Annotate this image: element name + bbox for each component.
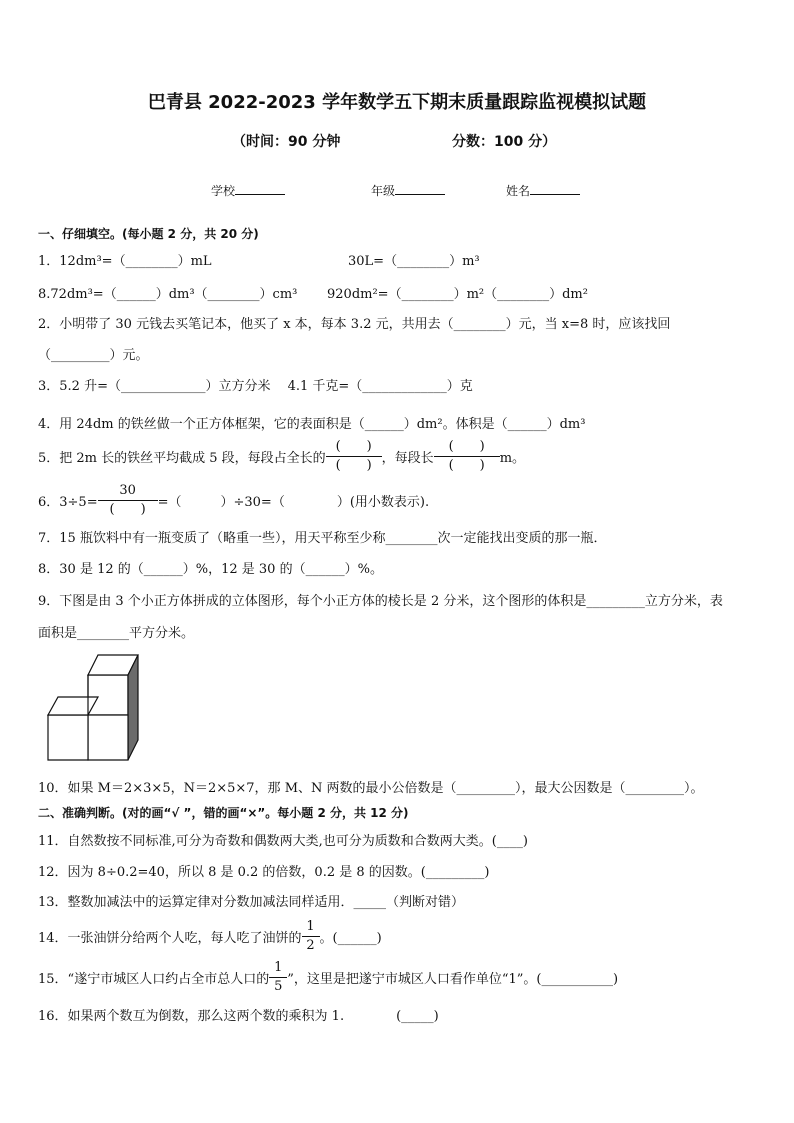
fraction-denominator: 2 <box>306 937 315 953</box>
question-5-text-end: m。 <box>499 450 526 466</box>
school-blank[interactable] <box>235 182 285 195</box>
question-5-fraction-2 <box>434 439 500 474</box>
fraction-bar <box>269 977 287 978</box>
fraction-bar <box>98 500 158 501</box>
question-15-fraction <box>269 960 287 995</box>
question-5 <box>38 436 525 476</box>
question-5-text: 5．把 2m 长的铁丝平均截成 5 段，每段占全长的 <box>38 450 326 466</box>
fraction-denominator: 5 <box>274 978 283 994</box>
school-field <box>211 182 285 199</box>
grade-label: 年级 <box>371 184 396 198</box>
fraction-bar <box>302 936 320 937</box>
section-1-heading: 一、仔细填空。(每小题 2 分，共 20 分) <box>38 227 259 241</box>
question-2-line-2: （_________）元。 <box>38 348 149 363</box>
question-9-line-1: 9．下图是由 3 个小正方体拼成的立体图形，每个小正方体的棱长是 2 分米，这个图形的体积是_________立方分米，表 <box>38 594 723 609</box>
fraction-numerator[interactable]: ( ) <box>448 438 485 454</box>
grade-blank[interactable] <box>395 182 445 195</box>
question-13: 13．整数加减法中的运算定律对分数加减法同样适用．_____（判断对错） <box>38 895 465 910</box>
cube-top-front <box>88 675 128 715</box>
school-label: 学校 <box>211 184 236 198</box>
fraction-numerator[interactable]: ( ) <box>335 438 372 454</box>
exam-title: 巴青县 2022-2023 学年数学五下期末质量跟踪监视模拟试题 <box>147 92 647 113</box>
question-9-line-2: 面积是________平方分米。 <box>38 626 195 641</box>
cube-bottom-right-front <box>88 715 128 760</box>
name-blank[interactable] <box>530 182 580 195</box>
name-field <box>506 182 580 199</box>
exam-time: （时间：90 分钟 <box>232 134 341 150</box>
question-1a: 1．12dm³=（________）mL <box>38 254 212 269</box>
fraction-numerator: 30 <box>119 482 136 498</box>
question-6-text: 6．3÷5= <box>38 494 98 510</box>
question-1c: 8.72dm³=（______）dm³（________）cm³ <box>38 287 298 302</box>
question-8: 8．30 是 12 的（______）%，12 是 30 的（______）%。 <box>38 562 383 577</box>
question-3: 3．5.2 升=（_____________）立方分米 4.1 千克=（_____________）克 <box>38 379 473 394</box>
question-5-text-mid: ，每段长 <box>381 450 434 466</box>
cube-right-side <box>128 655 138 760</box>
fraction-bar <box>434 456 500 457</box>
question-14 <box>38 916 382 956</box>
question-6 <box>38 480 429 520</box>
question-14-text: 14．一张油饼分给两个人吃，每人吃了油饼的 <box>38 930 302 946</box>
name-label: 姓名 <box>506 184 531 198</box>
question-12: 12．因为 8÷0.2=40，所以 8 是 0.2 的倍数，0.2 是 8 的因数。(_________) <box>38 865 490 880</box>
fraction-numerator: 1 <box>306 918 315 934</box>
question-14-fraction <box>302 919 320 954</box>
question-6-text-end: =（ ）÷30=（ ）(用小数表示). <box>157 494 430 510</box>
question-1d: 920dm²=（________）m²（________）dm² <box>327 287 588 302</box>
question-10: 10．如果 M＝2×3×5，N＝2×5×7，那 M、N 两数的最小公倍数是（_________），最大公因数是（_________）。 <box>38 781 704 796</box>
question-15-text-end: ”，这里是把遂宁市城区人口看作单位“1”。(___________) <box>287 971 619 987</box>
question-16: 16．如果两个数互为倒数，那么这两个数的乘积为 1. (_____) <box>38 1009 439 1024</box>
cube-figure <box>44 650 154 762</box>
question-6-fraction <box>98 483 158 518</box>
fraction-denominator[interactable]: ( ) <box>335 457 372 473</box>
cube-bottom-left-front <box>48 715 88 760</box>
grade-field <box>371 182 445 199</box>
question-4: 4．用 24dm 的铁丝做一个正方体框架，它的表面积是（______）dm²。体积是（______）dm³ <box>38 417 586 432</box>
section-2-heading: 二、准确判断。(对的画“√ ”，错的画“×”。每小题 2 分，共 12 分) <box>38 806 409 820</box>
question-15-text: 15．“遂宁市城区人口约占全市总人口的 <box>38 971 270 987</box>
fraction-bar <box>326 456 382 457</box>
question-15 <box>38 957 618 997</box>
question-2-line-1: 2．小明带了 30 元钱去买笔记本，他买了 x 本，每本 3.2 元，共用去（________）元，当 x=8 时，应该找回 <box>38 317 671 332</box>
fraction-numerator: 1 <box>274 959 283 975</box>
fraction-denominator[interactable]: ( ) <box>448 457 485 473</box>
question-11: 11．自然数按不同标准,可分为奇数和偶数两大类,也可分为质数和合数两大类。(____) <box>38 834 528 849</box>
fraction-denominator[interactable]: ( ) <box>109 501 146 517</box>
question-1b: 30L=（________）m³ <box>348 254 480 269</box>
question-14-text-end: 。(______) <box>319 930 382 946</box>
exam-score: 分数：100 分） <box>452 134 557 150</box>
question-7: 7．15 瓶饮料中有一瓶变质了（略重一些），用天平称至少称________次一定能找出变质的那一瓶． <box>38 531 607 546</box>
question-5-fraction-1 <box>326 439 382 474</box>
